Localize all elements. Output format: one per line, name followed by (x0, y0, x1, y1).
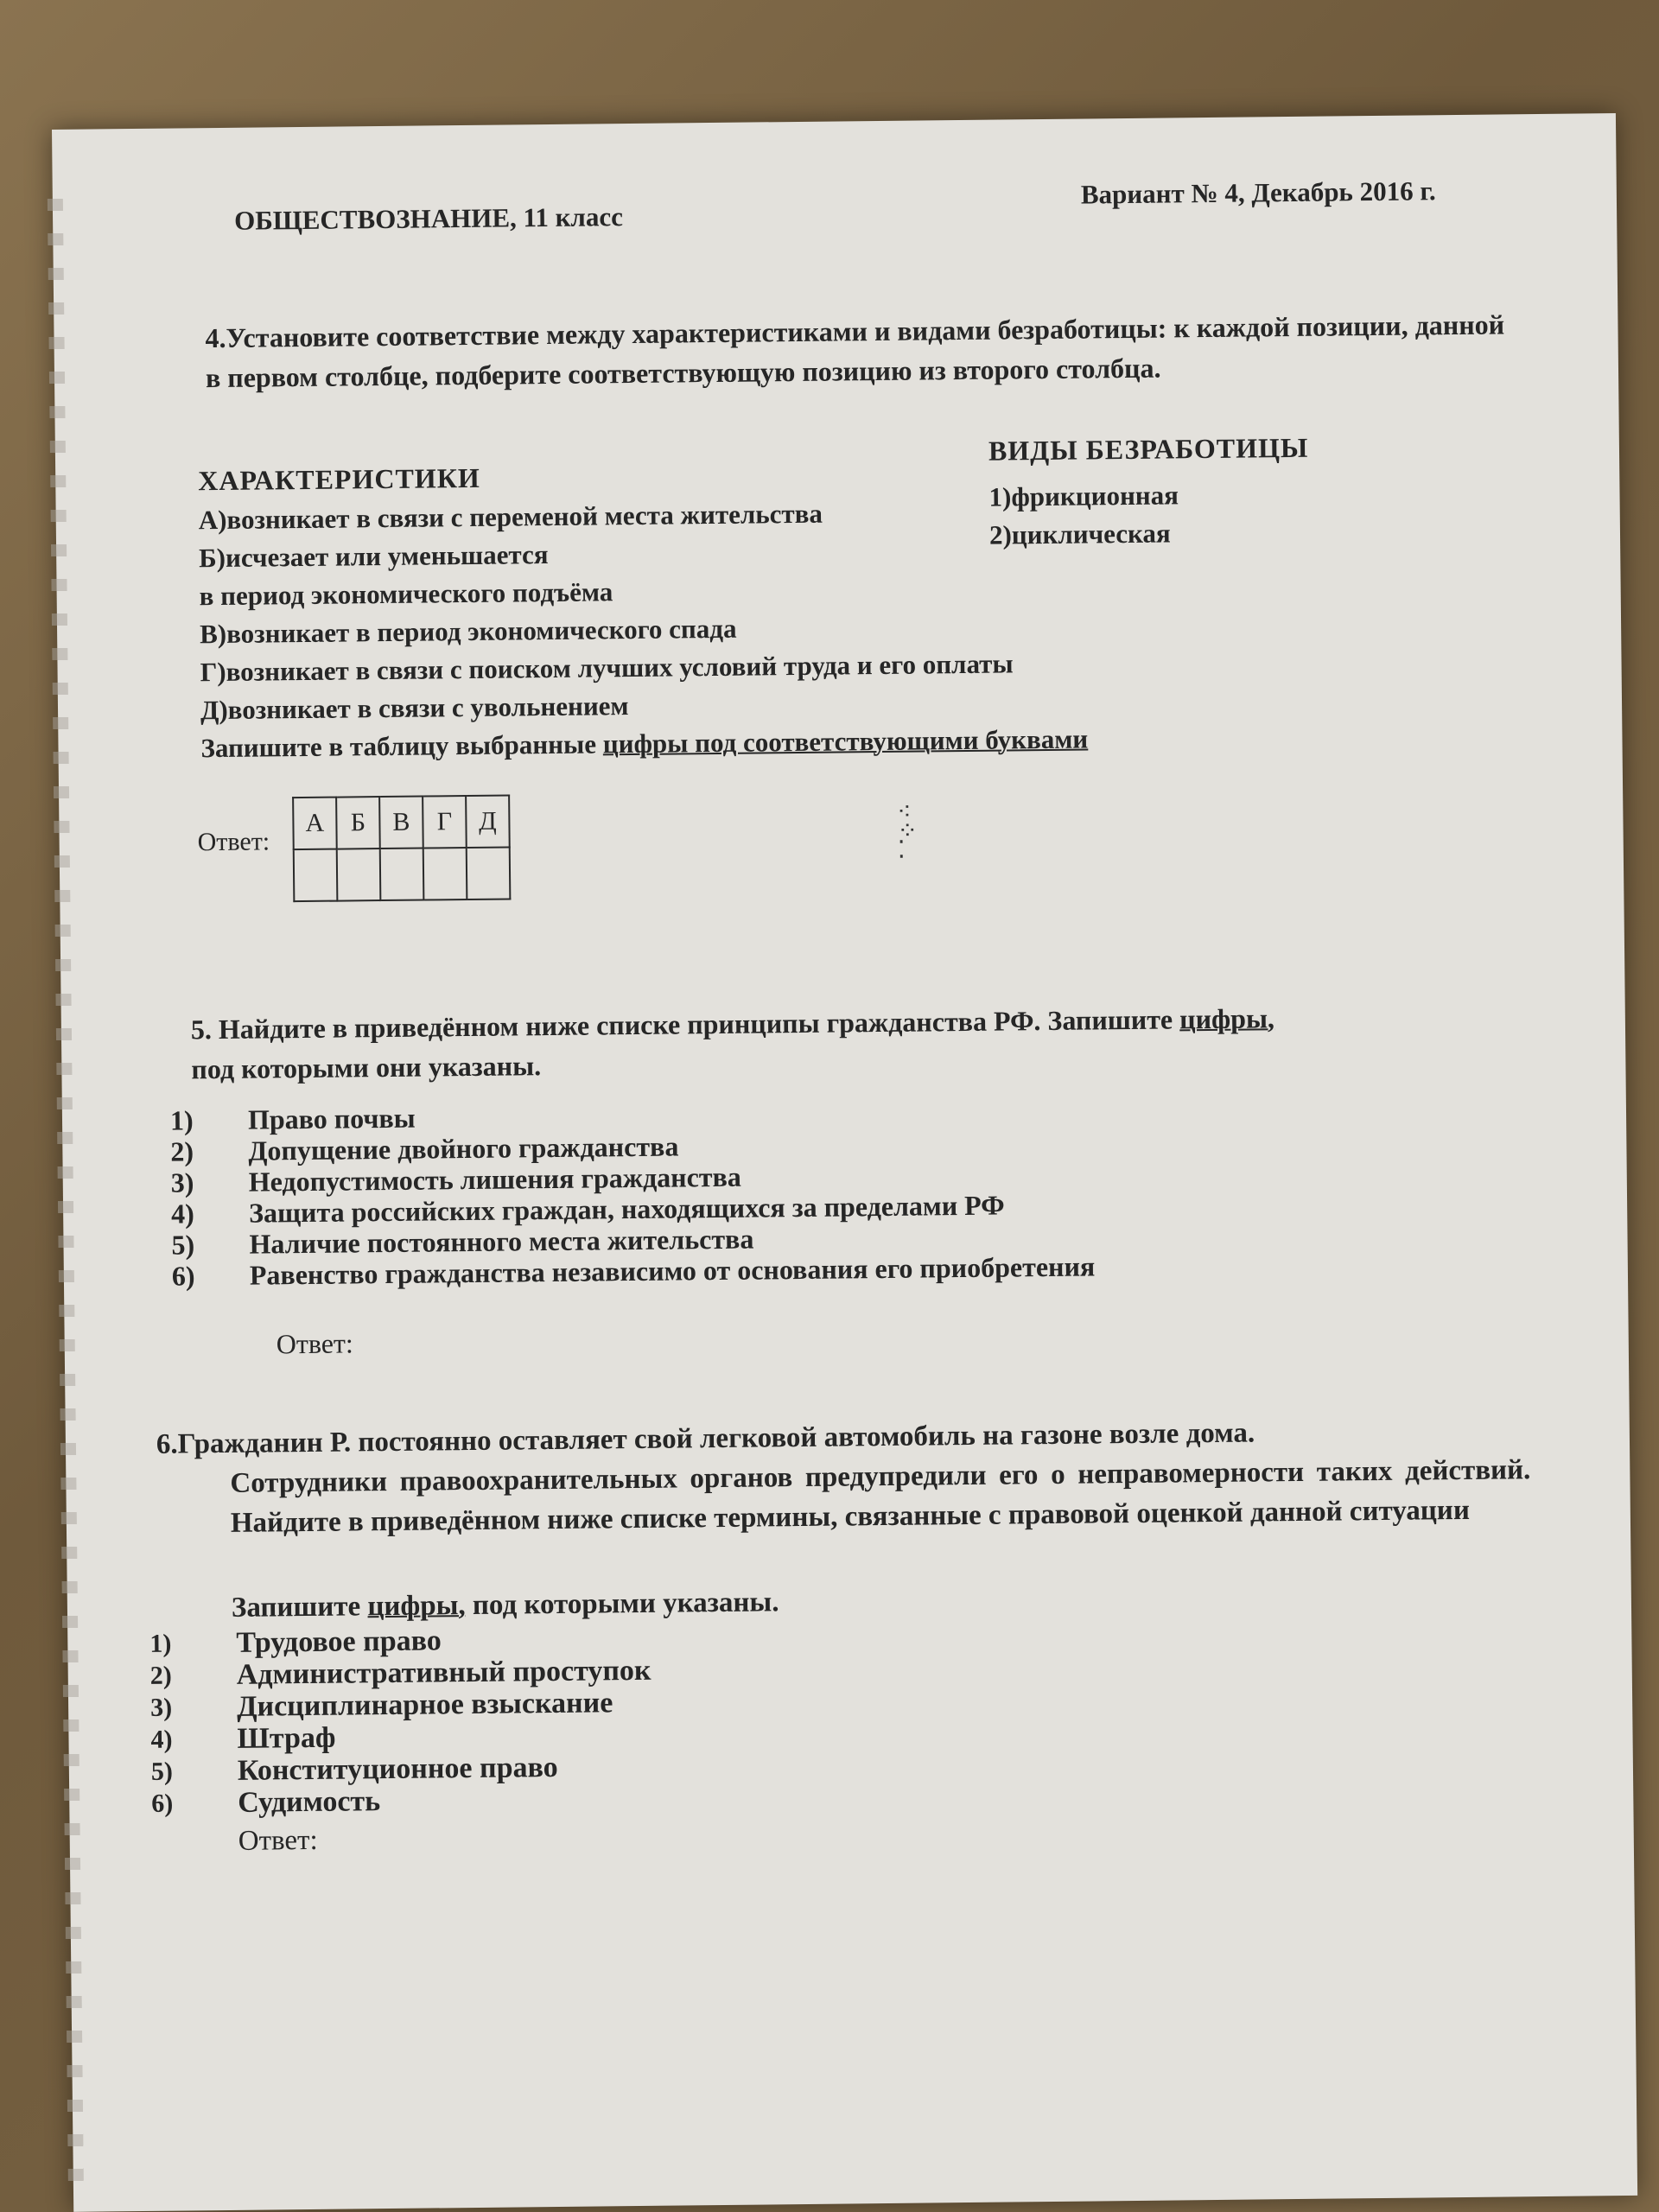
answer-col-g: Г (423, 796, 467, 849)
answer-col-a: А (293, 798, 337, 850)
worksheet-page (52, 113, 1637, 2212)
answer-col-b: Б (336, 797, 380, 849)
list-item-text: Дисциплинарное взыскание (236, 1687, 613, 1723)
characteristic-item: Д)возникает в связи с увольнением (200, 690, 629, 726)
list-item-number: 5) (150, 1757, 174, 1786)
answer-col-d: Д (466, 796, 510, 849)
q6-instruction-emphasis: цифры, (367, 1590, 466, 1623)
q6-instruction-suffix: под которыми указаны. (465, 1586, 779, 1622)
list-item (150, 1687, 652, 1724)
list-item-number: 2) (170, 1135, 194, 1167)
list-item-text: Равенство гражданства независимо от основания его приобретения (249, 1250, 1096, 1291)
q5-list (170, 1095, 1096, 1291)
q5-intro-text: 5. Найдите в приведённом ниже списке принципы гражданства РФ. Запишите (190, 1003, 1180, 1046)
q6-intro (156, 1410, 1531, 1544)
characteristic-item: В)возникает в период экономического спада (199, 613, 737, 650)
answer-table-header-row (293, 796, 510, 850)
characteristics-heading: ХАРАКТЕРИСТИКИ (198, 461, 480, 497)
q4-instruction (200, 723, 1088, 764)
list-item-number: 4) (170, 1198, 194, 1230)
list-item-number: 6) (151, 1789, 174, 1818)
list-item-text: Конституционное право (237, 1751, 558, 1787)
q5-answer-label: Ответ: (276, 1327, 354, 1360)
answer-cell-g[interactable] (423, 848, 467, 900)
ink-speck-mark: ⁖ ⁘ ⁚ (897, 798, 918, 864)
list-item-text: Административный проступок (236, 1654, 652, 1691)
q4-answer-table (292, 794, 511, 902)
characteristic-item: в период экономического подъёма (199, 576, 613, 612)
list-item-number: 6) (171, 1260, 195, 1292)
variant-header: Вариант № 4, Декабрь 2016 г. (1080, 175, 1436, 210)
list-item-number: 1) (169, 1104, 194, 1136)
list-item-number: 4) (150, 1725, 173, 1754)
list-item (151, 1783, 652, 1820)
list-item (150, 1655, 652, 1692)
answer-cell-a[interactable] (294, 849, 338, 902)
list-item-number: 3) (170, 1166, 194, 1198)
q5-intro-suffix: под которыми они указаны. (191, 1050, 542, 1085)
q6-instruction (232, 1586, 779, 1624)
q5-intro-emphasis: цифры, (1179, 1002, 1275, 1035)
list-item (149, 1623, 651, 1660)
q6-answer-label: Ответ: (238, 1824, 318, 1857)
subject-header: ОБЩЕСТВОЗНАНИЕ, 11 класс (233, 201, 624, 236)
answer-table-value-row (294, 847, 511, 901)
characteristic-item: Г)возникает в связи с поиском лучших условий труда и его оплаты (200, 648, 1014, 688)
list-item-text: Наличие постоянного места жительства (249, 1223, 754, 1260)
list-item-text: Защита российских граждан, находящихся за пределами РФ (248, 1189, 1005, 1229)
list-item-text: Право почвы (247, 1102, 416, 1135)
q6-intro-continuation: Сотрудники правоохранительных органов предупредили его о неправомерности таких действий. Найдите в приведённом ниже списке термины, связанные с правовой оценкой данной ситуации (230, 1454, 1531, 1539)
list-item-text: Трудовое право (236, 1624, 442, 1659)
type-item: 1)фрикционная (988, 480, 1179, 512)
q4-instruction-text: Запишите в таблицу выбранные (200, 728, 603, 764)
answer-cell-b[interactable] (337, 849, 381, 901)
characteristic-item: Б)исчезает или уменьшается (199, 539, 549, 574)
list-item-text: Недопустимость лишения гражданства (248, 1160, 741, 1198)
q5-intro (191, 998, 1275, 1089)
answer-col-v: В (379, 797, 423, 849)
list-item (151, 1751, 652, 1788)
list-item-text: Допущение двойного гражданства (248, 1130, 679, 1166)
q4-instruction-emphasis: цифры под соответствующими буквами (602, 723, 1089, 760)
list-item-text: Штраф (237, 1721, 336, 1755)
list-item (150, 1719, 652, 1756)
q4-intro: 4.Установите соответствие между характеристиками и видами безработицы: к каждой позиции, данной в первом столбце, подберите соответствующую позицию из второго столбца. (205, 308, 1505, 394)
q4-answer-label: Ответ: (197, 827, 270, 857)
list-item-number: 1) (149, 1629, 172, 1658)
q6-instruction-text: Запишите (231, 1591, 368, 1624)
list-item-number: 2) (149, 1661, 172, 1690)
list-item-number: 5) (171, 1229, 195, 1261)
binding-edge (48, 199, 84, 2186)
list-item-number: 3) (149, 1693, 173, 1722)
list-item-text: Судимость (238, 1785, 381, 1819)
answer-cell-v[interactable] (380, 849, 424, 901)
unemployment-types-list (988, 476, 1179, 554)
q6-list (149, 1623, 652, 1820)
q6-intro-first-line: 6.Гражданин Р. постоянно оставляет свой легковой автомобиль на газоне возле дома. (156, 1417, 1255, 1460)
characteristics-list (199, 493, 1014, 729)
characteristic-item: А)возникает в связи с переменой места жительства (198, 498, 823, 536)
type-item: 2)циклическая (988, 518, 1171, 550)
answer-cell-d[interactable] (467, 847, 511, 899)
unemployment-types-heading: ВИДЫ БЕЗРАБОТИЦЫ (988, 431, 1309, 467)
